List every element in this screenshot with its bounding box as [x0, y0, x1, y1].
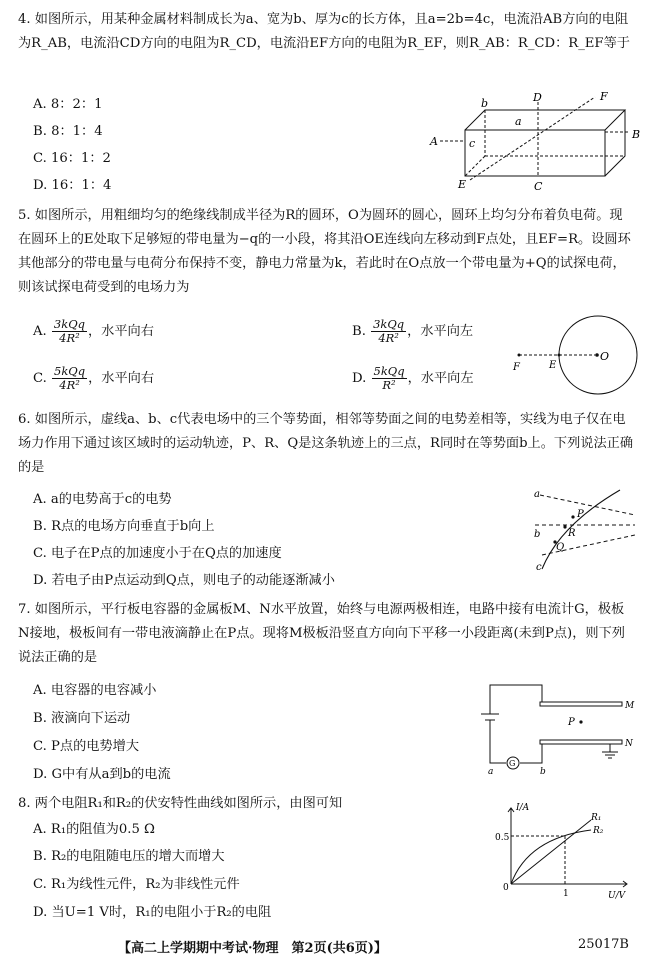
q6-equipotential-figure: [530, 485, 640, 575]
label-b: b: [540, 767, 546, 777]
q6-option-d: D. 若电子由P点运动到Q点，则电子的动能逐渐减小: [33, 573, 335, 588]
label-M: M: [625, 701, 635, 711]
label-E: E: [458, 178, 467, 191]
q8-option-d: D. 当U=1 V时，R₁的电阻小于R₂的电阻: [33, 905, 272, 920]
q5-c-denominator: 4R²: [59, 378, 80, 392]
q5-option-a-text: ，水平向右: [88, 324, 154, 339]
x-tick-label: 1: [563, 889, 569, 899]
label-E: E: [549, 360, 557, 371]
label-a: a: [534, 489, 540, 500]
q4-option-a: A. 8：2：1: [33, 97, 103, 112]
q4-option-b: B. 8：1：4: [33, 124, 103, 139]
q5-d-denominator: R²: [382, 378, 396, 392]
question-7-stem: 7. 如图所示，平行板电容器的金属板M、N水平放置，始终与电源两极相连，电路中接有电流计G，极板N接地，极板间有一带电液滴静止在P点。现将M极板沿竖直方向向下平移一小段距离(未到P点)，则下列说法正确的是: [18, 602, 625, 665]
q8-iv-graph: [495, 800, 640, 902]
question-6-stem: 6. 如图所示，虚线a、b、c代表电场中的三个等势面，相邻等势面之间的电势差相等，实线为电子仅在电场力作用下通过该区域时的运动轨迹，P、R、Q是这条轨迹上的三点，R同时在等势面b上。下列说法正确的是: [18, 412, 634, 475]
q5-option-a: [33, 318, 154, 345]
q4-option-c: C. 16：1：2: [33, 151, 111, 166]
label-P: P: [577, 509, 584, 520]
q5-c-numerator: 5kQq: [54, 364, 86, 378]
label-F: F: [513, 362, 520, 373]
q5-option-d-text: ，水平向左: [407, 371, 474, 386]
q5-option-a-letter: A.: [33, 324, 47, 339]
q5-option-b-text: ，水平向左: [407, 324, 474, 339]
label-c: c: [536, 562, 542, 573]
q5-b-denominator: 4R²: [378, 331, 399, 345]
q8-option-c: C. R₁为线性元件，R₂为非线性元件: [33, 877, 240, 892]
label-F: F: [600, 90, 608, 103]
q8-option-b: B. R₂的电阻随电压的增大而增大: [33, 849, 225, 864]
label-D: D: [533, 91, 542, 104]
q6-option-a: A. a的电势高于c的电势: [33, 492, 172, 507]
q7-option-d: D. G中有从a到b的电流: [33, 767, 171, 782]
q7-option-c: C. P点的电势增大: [33, 739, 140, 754]
label-c: c: [469, 137, 476, 150]
q6-option-c: C. 电子在P点的加速度小于在Q点的加速度: [33, 546, 282, 561]
question-5-stem: 5. 如图所示，用粗细均匀的绝缘线制成半径为R的圆环，O为圆环的圆心，圆环上均匀分布着负电荷。现在圆环上的E处取下足够短的带电量为−q的一小段，将其沿OE连线向左移动到F点处，且EF=R。设圆环其他部分的带电量与电荷分布保持不变，静电力常量为k，若此时在O点放一个带电量为+Q的试探电荷，则该试探电荷受到的电场力为: [18, 208, 631, 295]
label-O: O: [600, 350, 610, 363]
label-b: b: [481, 97, 489, 110]
question-4-stem: 4. 如图所示，用某种金属材料制成长为a、宽为b、厚为c的长方体，且a=2b=4c，电流沿AB方向的电阻为R_AB，电流沿CD方向的电阻为R_CD，电流沿EF方向的电阻为R_EF，则R_AB：R_CD：R_EF等于: [18, 12, 630, 51]
q7-capacitor-circuit-figure: [478, 680, 638, 775]
q5-d-numerator: 5kQq: [373, 364, 405, 378]
q5-ring-figure: [505, 312, 640, 402]
q5-option-b-fraction: [371, 318, 406, 345]
label-N: N: [625, 739, 633, 749]
q5-a-denominator: 4R²: [59, 331, 80, 345]
label-C: C: [534, 180, 543, 193]
q5-option-d: [352, 365, 474, 392]
y-axis-label: I/A: [516, 803, 530, 813]
q5-option-a-fraction: [52, 318, 87, 345]
q7-option-b: B. 液滴向下运动: [33, 711, 131, 726]
label-A: A: [430, 135, 438, 148]
q5-option-c: [33, 365, 154, 392]
q5-option-c-letter: C.: [33, 371, 47, 386]
q5-b-numerator: 3kQq: [373, 317, 405, 331]
q5-a-numerator: 3kQq: [53, 317, 85, 331]
label-G: G: [509, 759, 516, 768]
x-axis-label: U/V: [608, 891, 626, 901]
label-R: R: [568, 528, 576, 539]
r1-label: R₁: [591, 813, 602, 823]
origin-label: 0: [503, 883, 509, 893]
exam-code: 25017B: [578, 937, 629, 952]
y-tick-label: 0.5: [495, 833, 510, 843]
q7-option-a: A. 电容器的电容减小: [33, 683, 157, 698]
q5-option-c-fraction: [52, 365, 87, 392]
label-b: b: [534, 529, 541, 540]
label-Q: Q: [556, 542, 565, 553]
page-footer-title: 【高二上学期期中考试·物理 第2页(共6页)】: [118, 941, 387, 956]
q5-option-d-letter: D.: [352, 371, 367, 386]
q4-option-d: D. 16：1：4: [33, 178, 112, 193]
q5-option-b-letter: B.: [352, 324, 366, 339]
label-B: B: [632, 128, 641, 141]
label-a: a: [515, 115, 522, 128]
label-a: a: [488, 767, 494, 777]
q5-option-c-text: ，水平向右: [88, 371, 155, 386]
question-8-stem: 8. 两个电阻R₁和R₂的伏安特性曲线如图所示，由图可知: [18, 796, 343, 811]
label-P: P: [568, 717, 575, 728]
r2-label: R₂: [593, 826, 604, 836]
q4-cuboid-figure: [420, 92, 640, 192]
q8-option-a: A. R₁的阻值为0.5 Ω: [33, 822, 155, 837]
q5-option-b: [352, 318, 473, 345]
q5-option-d-fraction: [372, 365, 407, 392]
q6-option-b: B. R点的电场方向垂直于b向上: [33, 519, 215, 534]
